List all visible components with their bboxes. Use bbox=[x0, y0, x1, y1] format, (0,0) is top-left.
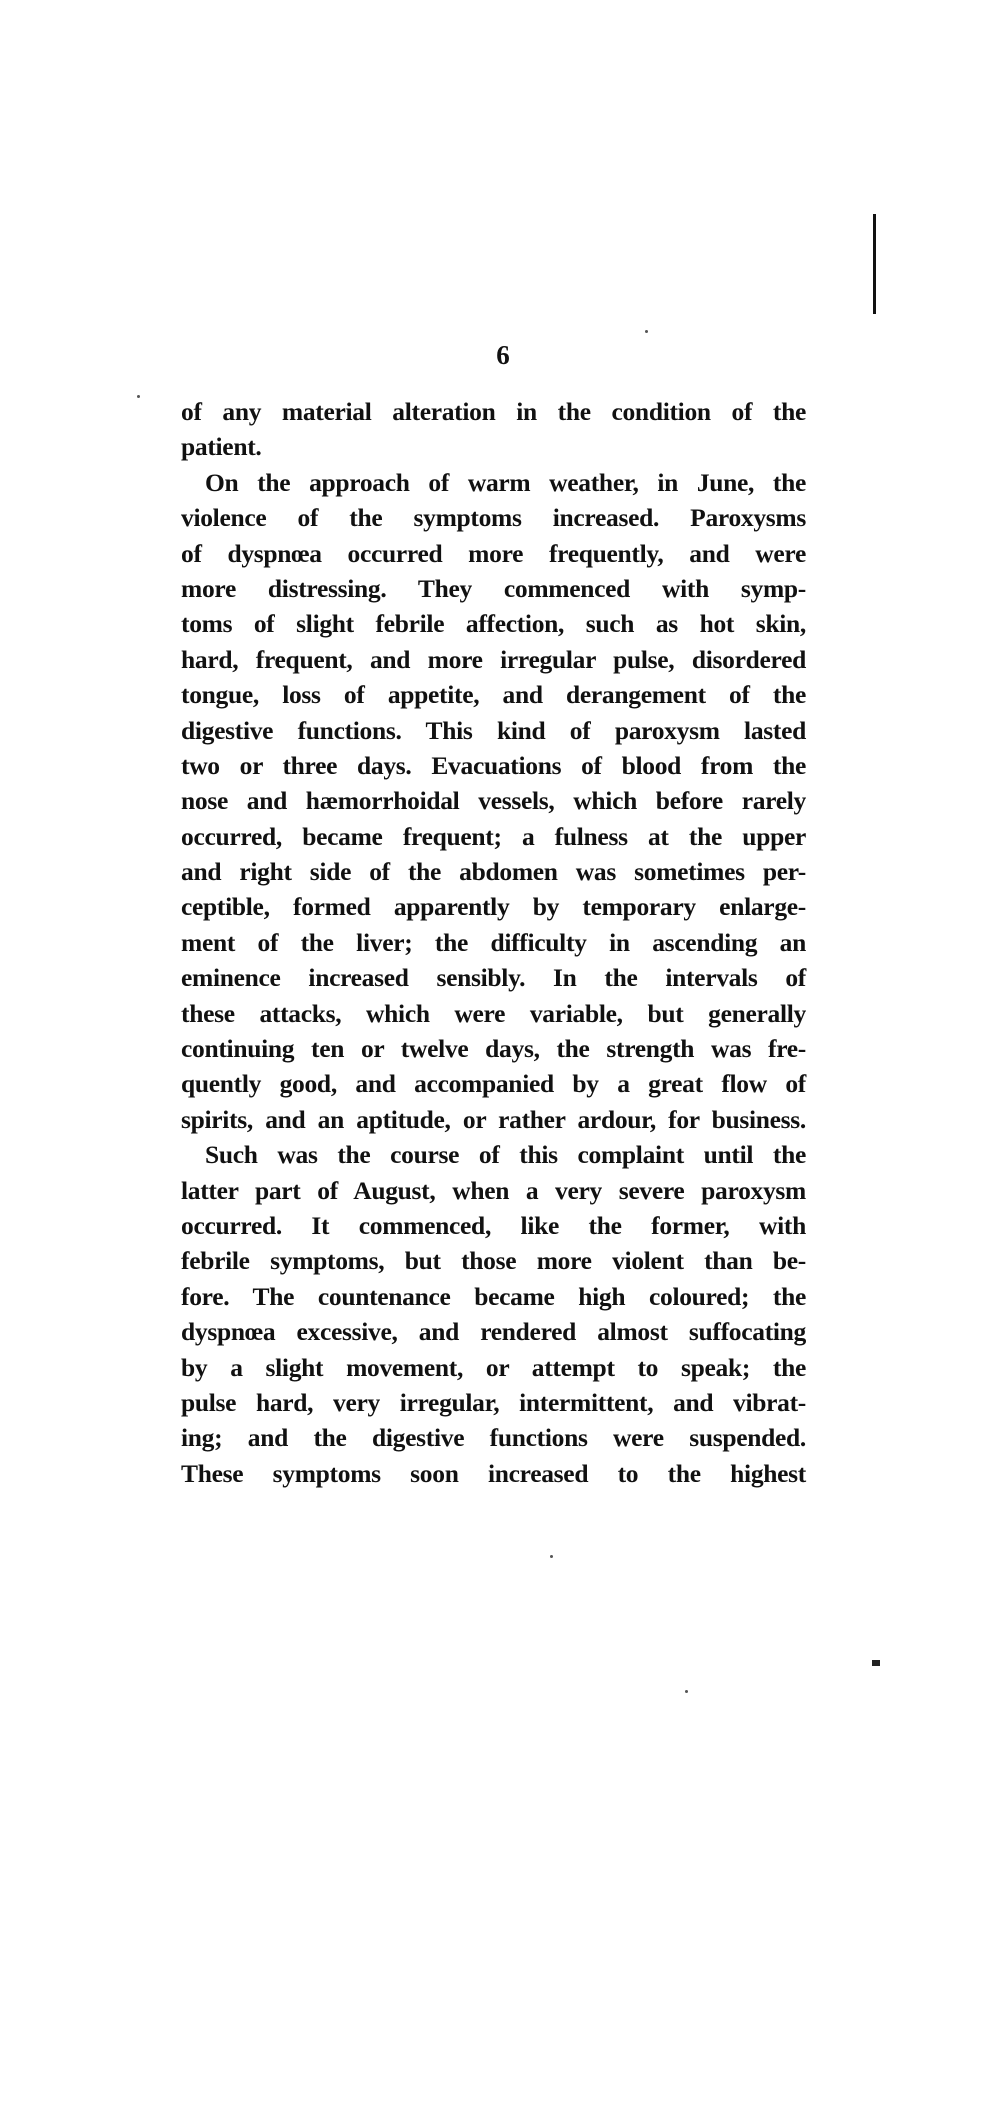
text-line: more distressing. They commenced with symp- bbox=[181, 573, 806, 603]
text-line: febrile symptoms, but those more violent than be- bbox=[181, 1246, 806, 1276]
text-line: latter part of August, when a very severe paroxysm bbox=[181, 1175, 806, 1205]
body-text bbox=[181, 394, 806, 1491]
text-line: occurred. It commenced, like the former, with bbox=[181, 1210, 806, 1240]
text-line: of any material alteration in the condition of the bbox=[181, 397, 806, 426]
text-line: ing; and the digestive functions were suspended. bbox=[181, 1423, 806, 1453]
text-line: patient. bbox=[181, 432, 262, 462]
text-line: pulse hard, very irregular, intermittent, and vibrat- bbox=[181, 1387, 806, 1417]
text-line: eminence increased sensibly. In the intervals of bbox=[181, 963, 806, 993]
text-line: ceptible, formed apparently by temporary enlarge- bbox=[181, 892, 806, 922]
text-line: On the approach of warm weather, in June, the bbox=[205, 467, 806, 497]
text-line: tongue, loss of appetite, and derangement of the bbox=[181, 680, 806, 710]
text-line: two or three days. Evacuations of blood from the bbox=[181, 750, 806, 780]
text-line: digestive functions. This kind of paroxysm lasted bbox=[181, 715, 806, 745]
scan-margin-mark bbox=[873, 214, 876, 314]
text-line: Such was the course of this complaint until the bbox=[205, 1140, 806, 1170]
scan-speck bbox=[550, 1555, 553, 1558]
text-line: spirits, and an aptitude, or rather ardour, for business. bbox=[181, 1104, 806, 1134]
scan-speck bbox=[872, 1660, 880, 1666]
text-line: nose and hæmorrhoidal vessels, which before rarely bbox=[181, 786, 806, 816]
text-line: continuing ten or twelve days, the strength was fre- bbox=[181, 1034, 806, 1064]
scan-speck bbox=[685, 1690, 688, 1693]
text-line: ment of the liver; the difficulty in ascending an bbox=[181, 927, 806, 957]
scan-speck bbox=[137, 395, 140, 398]
page-number: 6 bbox=[496, 340, 510, 370]
text-line: of dyspnœa occurred more frequently, and were bbox=[181, 538, 806, 568]
text-line: hard, frequent, and more irregular pulse, disordered bbox=[181, 644, 806, 674]
text-line: violence of the symptoms increased. Paroxysms bbox=[181, 503, 806, 533]
text-line: fore. The countenance became high coloured; the bbox=[181, 1281, 806, 1311]
scan-speck bbox=[645, 330, 648, 333]
text-line: These symptoms soon increased to the highest bbox=[181, 1458, 806, 1488]
text-line: and right side of the abdomen was sometimes per- bbox=[181, 857, 806, 887]
text-line: occurred, became frequent; a fulness at the upper bbox=[181, 821, 806, 851]
text-line: quently good, and accompanied by a great flow of bbox=[181, 1069, 806, 1099]
text-line: dyspnœa excessive, and rendered almost suffocating bbox=[181, 1317, 806, 1347]
text-line: these attacks, which were variable, but generally bbox=[181, 998, 806, 1028]
text-line: toms of slight febrile affection, such as hot skin, bbox=[181, 609, 806, 639]
text-line: by a slight movement, or attempt to speak; the bbox=[181, 1352, 806, 1382]
